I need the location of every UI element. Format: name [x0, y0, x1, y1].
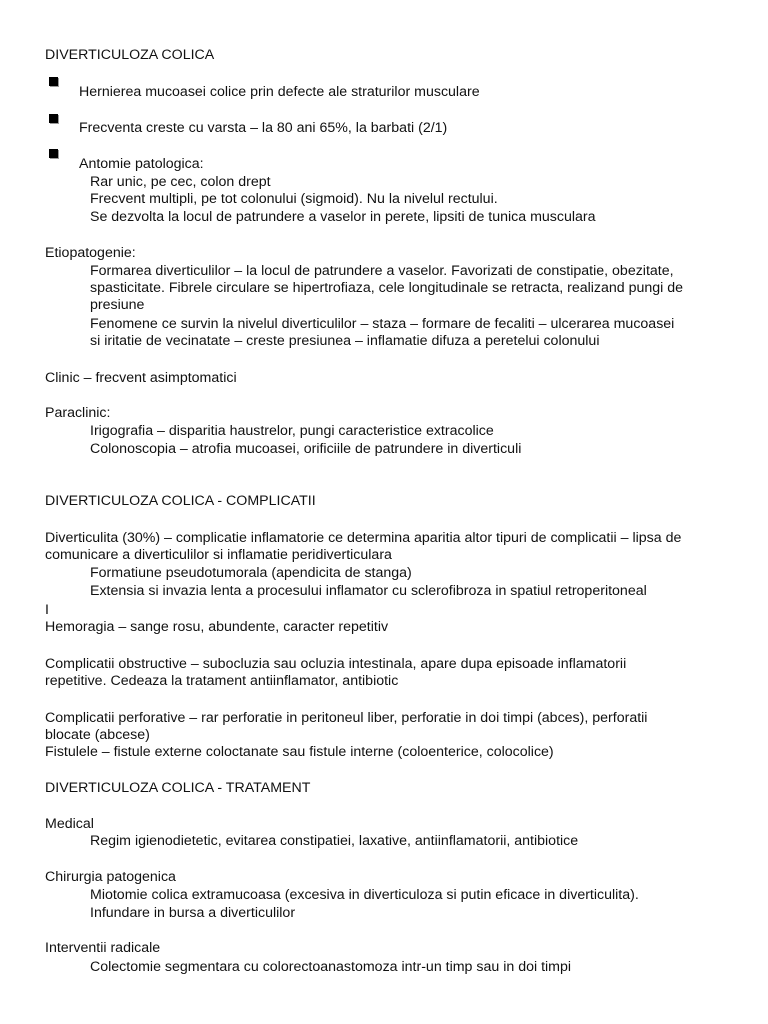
etiopatogenie-line: Fenomene ce survin la nivelul diverticulilor – staza – formare de fecaliti – ulcerarea mucoasei — [90, 316, 675, 332]
etiopatogenie-line: spasticitate. Fibrele circulare se hipertrofiaza, cele longitudinale se retracta, realizand pungi de — [90, 280, 684, 296]
bullet-text: Hernierea mucoasei colice prin defecte ale straturilor musculare — [79, 84, 480, 100]
bullet-text: Frecventa creste cu varsta – la 80 ani 65%, la barbati (2/1) — [79, 120, 448, 136]
chirurgia-heading: Chirurgia patogenica — [45, 869, 176, 885]
medical-heading: Medical — [45, 816, 94, 832]
chirurgia-line: Infundare in bursa a diverticulilor — [90, 905, 296, 921]
perforative-line: Complicatii perforative – rar perforatie in peritoneul liber, perforatie in doi timpi (abces), perforatii — [45, 710, 648, 726]
fistulele-text: Fistulele – fistule externe coloctanate sau fistule interne (coloenterice, colocolice) — [45, 744, 554, 760]
obstructive-line: Complicatii obstructive – subocluzia sau ocluzia intestinala, apare dupa episoade inflamatorii — [45, 656, 627, 672]
obstructive-line: repetitive. Cedeaza la tratament antiinflamator, antibiotic — [45, 673, 399, 689]
hemoragia-text: Hemoragia – sange rosu, abundente, caracter repetitiv — [45, 619, 389, 635]
bullet-text: Antomie patologica: — [79, 156, 204, 172]
section-title: DIVERTICULOZA COLICA — [45, 47, 215, 63]
etiopatogenie-line: si iritatie de vecinatate – creste presiunea – inflamatie difuza a peretelui colonului — [90, 333, 600, 349]
clinic-text: Clinic – frecvent asimptomatici — [45, 370, 237, 386]
radicale-line: Colectomie segmentara cu colorectoanastomoza intr-un timp sau in doi timpi — [90, 959, 572, 975]
paraclinic-heading: Paraclinic: — [45, 405, 111, 421]
square-bullet-icon — [49, 77, 58, 86]
diverticulita-line: Diverticulita (30%) – complicatie inflamatorie ce determina aparitia altor tipuri de complicatii – lipsa de — [45, 530, 682, 546]
radicale-heading: Interventii radicale — [45, 940, 161, 956]
diverticulita-subline: Extensia si invazia lenta a procesului inflamator cu sclerofibroza in spatiul retroperitoneal — [90, 583, 647, 599]
etiopatogenie-line: presiune — [90, 297, 145, 313]
complicatii-title: DIVERTICULOZA COLICA - COMPLICATII — [45, 493, 316, 509]
paraclinic-line: Irigografia – disparitia haustrelor, pungi caracteristice extracolice — [90, 423, 494, 439]
anatomie-line: Se dezvolta la locul de patrundere a vaselor in perete, lipsiti de tunica musculara — [90, 209, 596, 225]
diverticulita-subline: Formatiune pseudotumorala (apendicita de stanga) — [90, 565, 412, 581]
anatomie-line: Rar unic, pe cec, colon drept — [90, 174, 271, 190]
etiopatogenie-line: Formarea diverticulilor – la locul de patrundere a vaselor. Favorizati de constipatie, obezitate, — [90, 263, 674, 279]
square-bullet-icon — [49, 114, 58, 123]
tratament-title: DIVERTICULOZA COLICA - TRATAMENT — [45, 780, 311, 796]
perforative-line: blocate (abcese) — [45, 727, 150, 743]
square-bullet-icon — [49, 149, 58, 158]
etiopatogenie-heading: Etiopatogenie: — [45, 245, 136, 261]
anatomie-line: Frecvent multipli, pe tot colonului (sigmoid). Nu la nivelul rectului. — [90, 191, 498, 207]
diverticulita-line: comunicare a diverticulilor si inflamatie peridiverticulara — [45, 547, 392, 563]
stray-character: I — [45, 602, 49, 618]
paraclinic-line: Colonoscopia – atrofia mucoasei, orificiile de patrundere in diverticuli — [90, 441, 522, 457]
chirurgia-line: Miotomie colica extramucoasa (excesiva in diverticuloza si putin eficace in diverticulita). — [90, 887, 639, 903]
medical-line: Regim igienodietetic, evitarea constipatiei, laxative, antiinflamatorii, antibiotice — [90, 833, 579, 849]
